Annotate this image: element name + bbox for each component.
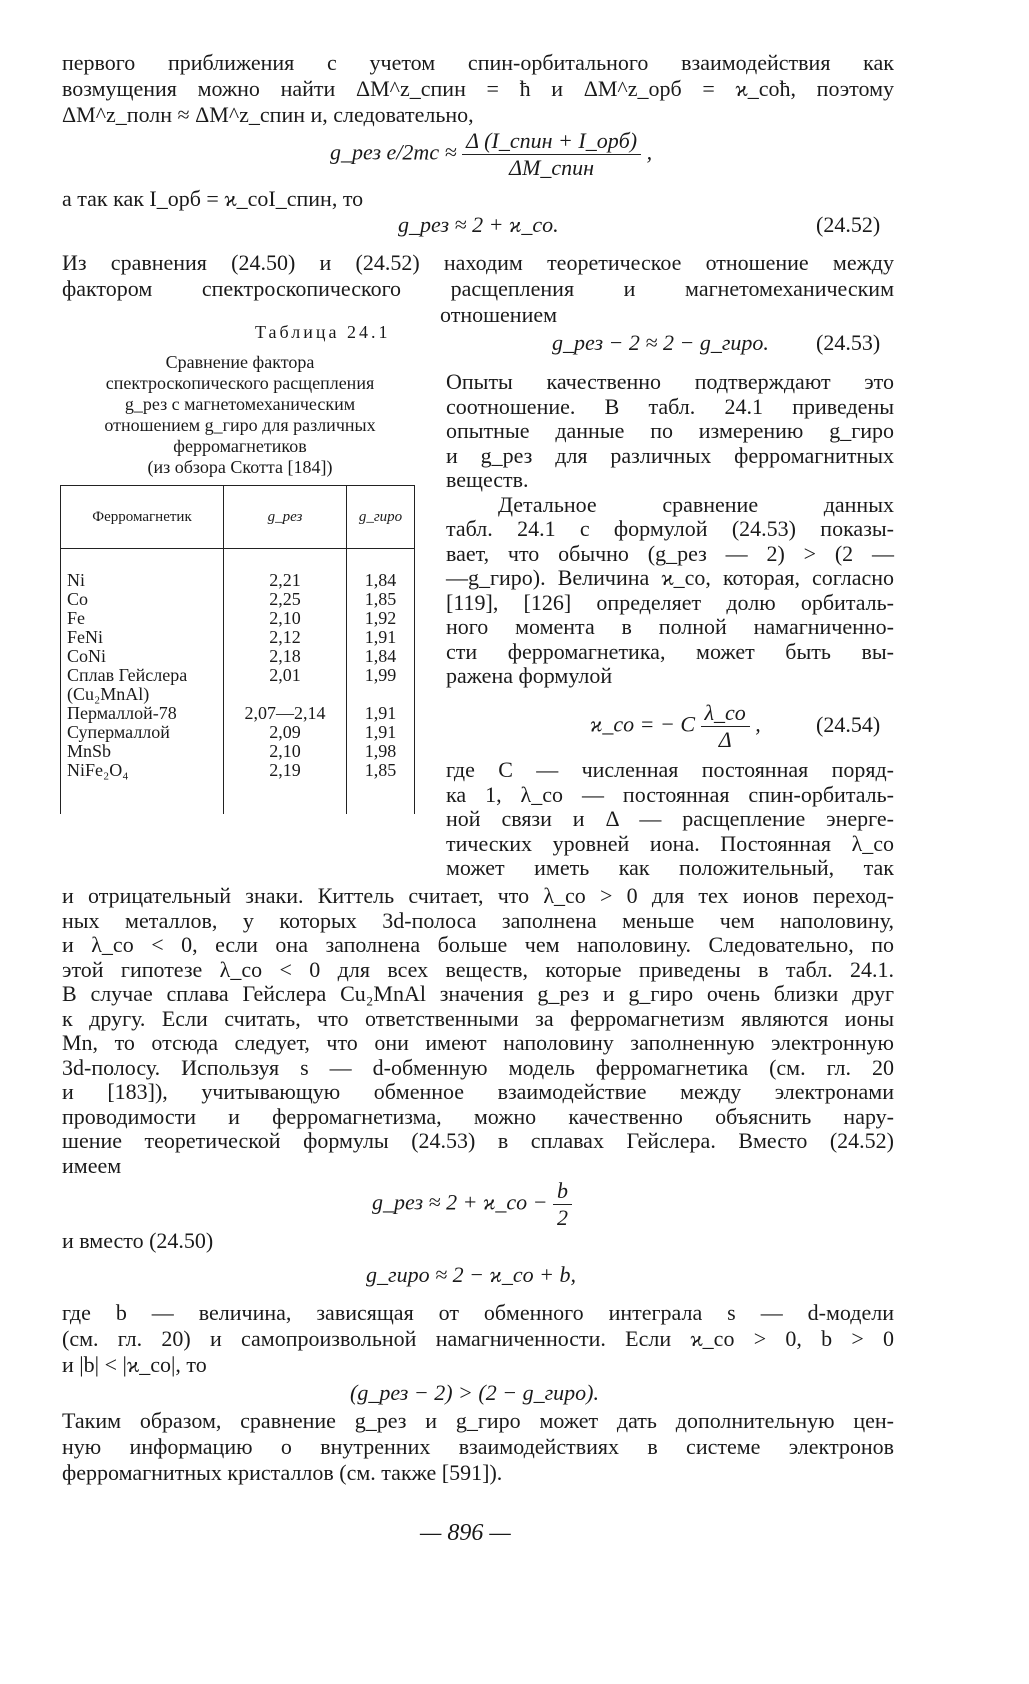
cell-g-res: 2,18 <box>224 647 347 666</box>
cell-material: Сплав Гейслера (Cu₂MnAl) <box>61 666 224 704</box>
text-line: шение теоретической формулы (24.53) в сплавах Гейслера. Вместо (24.52) <box>62 1128 894 1153</box>
text-line: где C — численная постоянная поряд- <box>446 757 894 782</box>
text-line: имеем <box>62 1152 122 1178</box>
table-header-row <box>61 486 415 549</box>
cell-material: CoNi <box>61 647 224 666</box>
caption-line: g_рез с магнетомеханическим <box>124 394 356 414</box>
cell-g-giro: 1,84 <box>347 549 415 591</box>
table-row <box>61 609 415 628</box>
caption-line: отношением g_гиро для различных <box>104 415 376 435</box>
text-line: ной связи и Δ — расщепление энерге- <box>446 806 894 831</box>
text-line: проводимости и ферромагнетизма, можно качественно объяснить нару- <box>62 1103 894 1129</box>
table-row <box>61 647 415 666</box>
eq1-denominator: ΔM_спин <box>509 155 595 180</box>
table-row <box>61 723 415 742</box>
text-line: тических уровней иона. Постоянная λ_co <box>446 830 894 856</box>
text-line: ных металлов, у которых 3d-полоса заполнена меньше чем наполовину, <box>62 907 894 933</box>
cell-material: Ni <box>61 549 224 591</box>
header-g-res: g_рез <box>224 486 347 549</box>
cell-g-res: 2,25 <box>224 590 347 609</box>
text-line: первого приближения с учетом спин-орбитального взаимодействия как <box>62 50 894 75</box>
text-line: к другу. Если считать, что ответственными за ферромагнетизм являются ионы <box>62 1005 894 1031</box>
cell-material: Пермаллой-78 <box>61 704 224 723</box>
cell-g-res: 2,10 <box>224 742 347 761</box>
cell-g-res: 2,01 <box>224 666 347 704</box>
eq1-lhs: g_рез e/2mc ≈ <box>330 139 457 165</box>
text-line: (см. гл. 20) и самопроизвольной намагниченности. Если ϰ_co > 0, b > 0 <box>62 1326 894 1351</box>
table-row <box>61 742 415 761</box>
text-line: отношением <box>440 302 558 327</box>
eq1-fraction <box>462 128 641 181</box>
cell-material: Fe <box>61 609 224 628</box>
text-line: —g_гиро). Величина ϰ_co, которая, согласно <box>446 565 894 590</box>
cell-g-res: 2,09 <box>224 723 347 742</box>
cell-g-res: 2,19 <box>224 761 347 814</box>
equation-g-res-exchange <box>372 1178 572 1231</box>
equation-24-54 <box>590 700 761 753</box>
caption-line: Сравнение фактора <box>165 352 315 372</box>
cell-g-giro: 1,85 <box>347 761 415 814</box>
equation-g-res-ratio <box>330 128 652 181</box>
text-line: ную информацию о внутренних взаимодействиях в системе электронов <box>62 1434 894 1459</box>
table-row <box>61 761 415 814</box>
main-paragraph <box>62 884 894 1178</box>
text-line: соотношение. В табл. 24.1 приведены <box>446 393 894 419</box>
table-row <box>61 590 415 609</box>
cell-g-giro: 1,91 <box>347 704 415 723</box>
caption-line: спектроскопического расщепления <box>105 373 375 393</box>
cell-g-res: 2,21 <box>224 549 347 591</box>
equation-g-giro-exchange: g_гиро ≈ 2 − ϰ_co + b, <box>366 1262 576 1287</box>
equation-inequality: (g_рез − 2) > (2 − g_гиро). <box>350 1380 599 1405</box>
text-line: Mn, то отсюда следует, что они имеют наполовину заполненную электронную <box>62 1030 894 1055</box>
text-line: Опыты качественно подтверждают это <box>446 369 894 394</box>
text-line: и вместо (24.50) <box>62 1228 214 1253</box>
cell-g-giro: 1,85 <box>347 590 415 609</box>
eq5-numerator: b <box>553 1178 572 1205</box>
text-line: этой гипотезе λ_co < 0 для всех веществ, которые приведены в табл. 24.1. <box>62 956 894 982</box>
cell-g-giro: 1,99 <box>347 666 415 704</box>
equation-number: (24.52) <box>816 212 881 237</box>
text-line: ΔM^z_полн ≈ ΔM^z_спин и, следовательно, <box>62 102 474 127</box>
equation-number: (24.54) <box>816 712 881 737</box>
table-row <box>61 704 415 723</box>
header-g-giro: g_гиро <box>347 486 415 549</box>
equation-24-53: g_рез − 2 ≈ 2 − g_гиро. <box>552 330 769 355</box>
text-line: опытные данные по измерению g_гиро <box>446 418 894 443</box>
eq5-lhs: g_рез ≈ 2 + ϰ_co − <box>372 1189 548 1215</box>
cell-g-giro: 1,84 <box>347 647 415 666</box>
table-body <box>61 549 415 815</box>
eq5-fraction <box>553 1178 572 1231</box>
text-line: 3d-полосу. Используя s — d-обменную модель ферромагнетика (см. гл. 20 <box>62 1054 894 1080</box>
equation-number: (24.53) <box>816 330 881 355</box>
cell-material: Супермаллой <box>61 723 224 742</box>
cell-material: NiFe₂O₄ <box>61 761 224 814</box>
cell-g-res: 2,10 <box>224 609 347 628</box>
table-label: Таблица 24.1 <box>255 322 391 342</box>
text-line: ка 1, λ_co — постоянная спин-орбиталь- <box>446 781 894 807</box>
eq4-numerator: λ_co <box>701 700 750 727</box>
caption-line: ферромагнетиков <box>173 436 307 456</box>
text-line: ного момента в полной намагниченно- <box>446 614 894 639</box>
text-line: табл. 24.1 с формулой (24.53) показы- <box>446 516 894 541</box>
page-number: — 896 — <box>420 1520 511 1546</box>
caption-line: (из обзора Скотта [184]) <box>147 457 333 477</box>
text-line: и [183]), учитывающую обменное взаимодействие между электронами <box>62 1079 894 1104</box>
eq4-fraction <box>701 700 750 753</box>
cell-g-giro: 1,98 <box>347 742 415 761</box>
cell-material: Co <box>61 590 224 609</box>
eq5-denominator: 2 <box>556 1205 568 1230</box>
cell-g-giro: 1,91 <box>347 628 415 647</box>
cell-g-giro: 1,91 <box>347 723 415 742</box>
cell-material: FeNi <box>61 628 224 647</box>
text-line: где b — величина, зависящая от обменного интеграла s — d-модели <box>62 1300 894 1325</box>
text-line: может иметь как положительный, так <box>446 855 894 880</box>
text-line: сти ферромагнетика, может быть вы- <box>446 638 894 664</box>
text-line: а так как I_орб = ϰ_coI_спин, то <box>62 186 364 211</box>
text-line: [119], [126] определяет долю орбиталь- <box>446 589 894 615</box>
cell-material: MnSb <box>61 742 224 761</box>
eq1-tail: , <box>646 139 653 165</box>
eq1-numerator: Δ (I_спин + I_орб) <box>462 128 641 155</box>
cell-g-res: 2,07—2,14 <box>224 704 347 723</box>
text-line: и λ_co < 0, если она заполнена больше чем наполовину. Следовательно, по <box>62 932 894 957</box>
table-row <box>61 549 415 591</box>
text-line: вает, что обычно (g_рез — 2) > (2 — <box>446 540 894 566</box>
text-line: и |b| < |ϰ_co|, то <box>62 1352 207 1377</box>
text-line: Из сравнения (24.50) и (24.52) находим теоретическое отношение между <box>62 250 894 275</box>
text-line: Детальное сравнение данных <box>498 491 894 517</box>
cell-g-res: 2,12 <box>224 628 347 647</box>
eq4-tail: , <box>755 711 761 737</box>
table-caption <box>60 352 420 478</box>
text-line: ражена формулой <box>446 663 613 688</box>
ferromagnet-table <box>60 485 415 814</box>
text-line: фактором спектроскопического расщепления и магнетомеханическим <box>62 276 894 301</box>
text-line: ферромагнитных кристаллов (см. также [591]). <box>62 1460 503 1485</box>
eq4-denominator: Δ <box>718 727 732 752</box>
text-line: и отрицательный знаки. Киттель считает, что λ_co > 0 для тех ионов переход- <box>62 883 894 908</box>
text-line: веществ. <box>446 467 529 492</box>
table-row <box>61 666 415 704</box>
header-ferromagnet: Ферромагнетик <box>61 486 224 549</box>
text-line: В случае сплава Гейслера Cu₂MnAl значения g_рез и g_гиро очень близки друг <box>62 981 894 1006</box>
table-row <box>61 628 415 647</box>
equation-24-52: g_рез ≈ 2 + ϰ_co. <box>398 212 559 237</box>
text-line: Таким образом, сравнение g_рез и g_гиро может дать дополнительную цен- <box>62 1408 894 1433</box>
cell-g-giro: 1,92 <box>347 609 415 628</box>
right-column <box>446 370 894 689</box>
text-line: возмущения можно найти ΔM^z_спин = ħ и ΔM^z_орб = ϰ_coħ, поэтому <box>62 76 894 101</box>
right-column-2 <box>446 758 894 881</box>
text-line: и g_рез для различных ферромагнитных <box>446 442 894 468</box>
eq4-lhs: ϰ_co = − C <box>590 711 695 737</box>
